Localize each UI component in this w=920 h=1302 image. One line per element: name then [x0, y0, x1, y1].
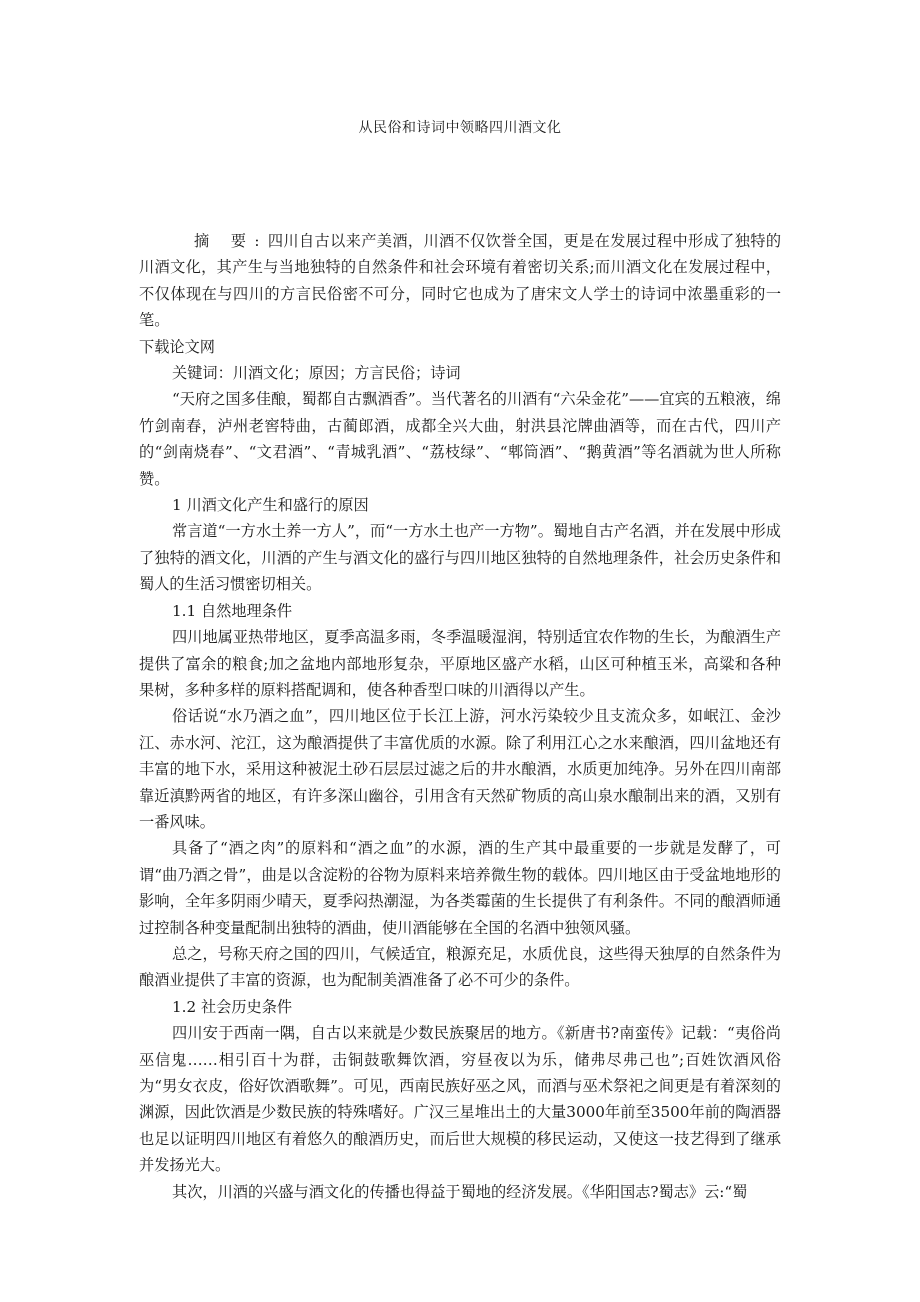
section-heading-1-1: 1.1 自然地理条件 — [172, 601, 293, 620]
abstract-paragraph — [139, 228, 781, 334]
paragraph-water: 俗话说“水乃酒之血”，四川地区位于长江上游，河水污染较少且支流众多，如岷江、金沙江、赤水河、沱江，这为酿酒提供了丰富优质的水源。除了利用江心之水来酿酒，四川盆地还有丰富的地下水，采用这种被泥土砂石层层过滤之后的井水酿酒，水质更加纯净。另外在四川南部靠近滇黔两省的地区，有许多深山幽谷，引用含有天然矿物质的高山泉水酿制出来的酒，又别有一番风味。 — [139, 707, 781, 831]
paragraph-history: 四川安于西南一隅，自古以来就是少数民族聚居的地方。《新唐书?南蛮传》记载：“夷俗尚巫信鬼……相引百十为群，击铜鼓歌舞饮酒，穷昼夜以为乐，储弗尽弗己也”;百姓饮酒风俗为“男女衣皮，俗好饮酒歌舞”。可见，西南民族好巫之风，而酒与巫术祭祀之间更是有着深刻的渊源，因此饮酒是少数民族的特殊嗜好。广汉三星堆出土的大量3000年前至3500年前的陶酒器也足以证明四川地区有着悠久的酿酒历史，而后世大规模的移民运动，又使这一技艺得到了继承并发扬光大。 — [139, 1024, 781, 1175]
paragraph-section-1: 常言道“一方水土养一方人”，而“一方水土也产一方物”。蜀地自古产名酒，并在发展中形成了独特的酒文化，川酒的产生与酒文化的盛行与四川地区独特的自然地理条件，社会历史条件和蜀人的生活习惯密切相关。 — [139, 522, 781, 594]
paragraph-climate: 四川地属亚热带地区，夏季高温多雨，冬季温暖湿润，特别适宜农作物的生长，为酿酒生产提供了富余的粮食;加之盆地内部地形复杂，平原地区盛产水稻，山区可种植玉米，高粱和各种果树，多种多样的原料搭配调和，使各种香型口味的川酒得以产生。 — [139, 628, 781, 699]
intro-paragraph: “天府之国多佳酿，蜀都自古飘酒香”。当代著名的川酒有“六朵金花”——宜宾的五粮液，绵竹剑南春，泸州老窖特曲，古蔺郎酒，成都全兴大曲，射洪县沱牌曲酒等，而在古代，四川产的“剑南烧春”、“文君酒”、“青城乳酒”、“荔枝绿”、“郫筒酒”、“鹅黄酒”等名酒就为世人所称赞。 — [139, 390, 781, 488]
paragraph-summary: 总之，号称天府之国的四川，气候适宜，粮源充足，水质优良，这些得天独厚的自然条件为酿酒业提供了丰富的资源，也为配制美酒准备了必不可少的条件。 — [139, 944, 781, 990]
keywords-line: 关键词：川酒文化；原因；方言民俗；诗词 — [172, 364, 461, 383]
abstract-text: 四川自古以来产美酒，川酒不仅饮誉全国，更是在发展过程中形成了独特的川酒文化，其产生与当地独特的自然条件和社会环境有着密切关系;而川酒文化在发展过程中，不仅体现在与四川的方言民俗密不可分，同时它也成为了唐宋文人学士的诗词中浓墨重彩的一笔。 — [139, 232, 782, 330]
document-body — [139, 228, 781, 1205]
paragraph-fermentation: 具备了“酒之肉”的原料和“酒之血”的水源，酒的生产其中最重要的一步就是发酵了，可谓“曲乃酒之骨”，曲是以含淀粉的谷物为原料来培养微生物的载体。四川地区由于受盆地地形的影响，全年多阴雨少晴天，夏季闷热潮湿，为各类霉菌的生长提供了有利条件。不同的酿酒师通过控制各种变量配制出独特的酒曲，使川酒能够在全国的名酒中独领风骚。 — [139, 839, 781, 937]
abstract-label: 摘 要: — [194, 232, 268, 250]
source-line: 下载论文网 — [139, 337, 215, 356]
section-heading-1-2: 1.2 社会历史条件 — [172, 997, 293, 1016]
paragraph-economy: 其次，川酒的兴盛与酒文化的传播也得益于蜀地的经济发展。《华阳国志?蜀志》云:“蜀 — [172, 1182, 748, 1201]
document-title: 从民俗和诗词中领略四川酒文化 — [358, 120, 562, 136]
section-heading-1: 1 川酒文化产生和盛行的原因 — [172, 496, 369, 515]
